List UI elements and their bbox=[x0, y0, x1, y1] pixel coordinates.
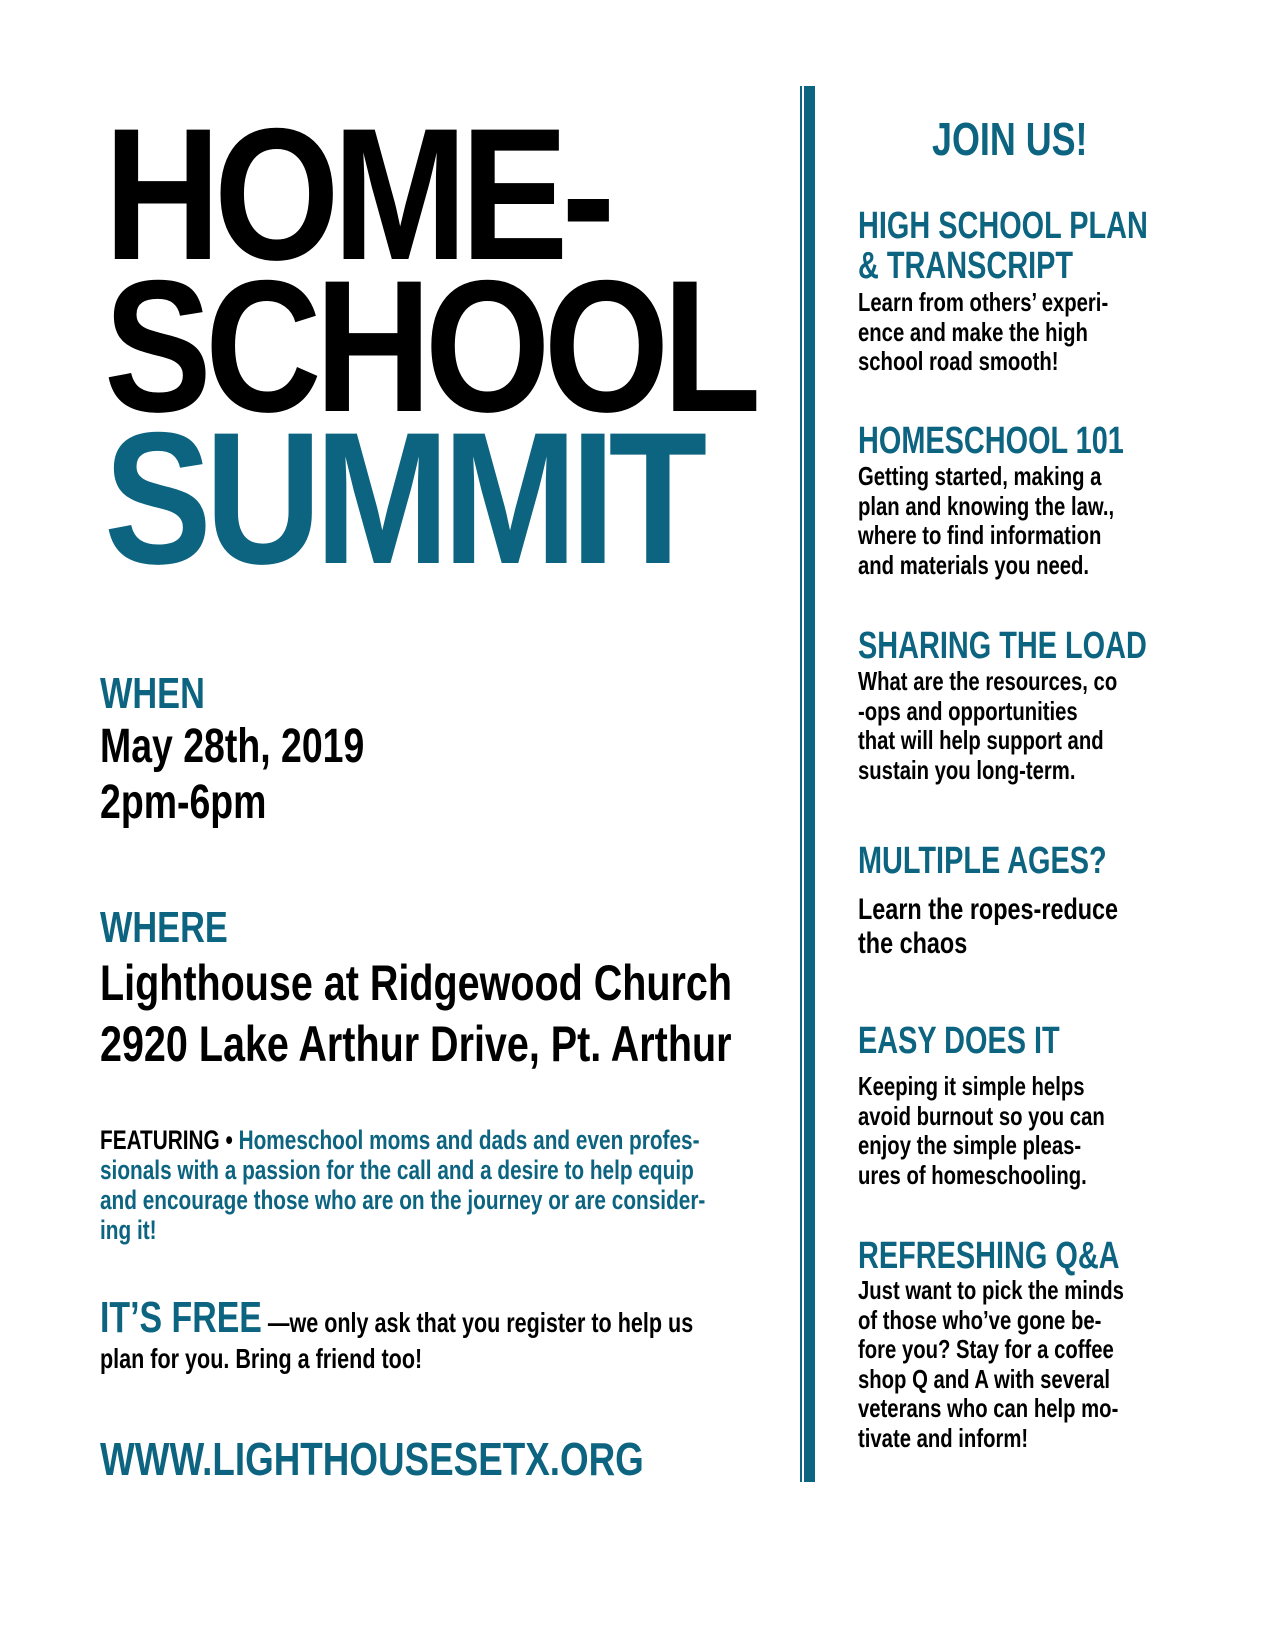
section-heading-homeschool-101 bbox=[858, 421, 1124, 461]
section-heading-line: HIGH SCHOOL PLAN bbox=[858, 205, 1148, 247]
section-body-easy-does-it bbox=[858, 1072, 1105, 1190]
section-heading-refreshing-qa bbox=[858, 1236, 1120, 1276]
website-link[interactable]: WWW.LIGHTHOUSESETX.ORG bbox=[100, 1433, 644, 1485]
featuring-label: FEATURING • bbox=[100, 1125, 239, 1155]
section-body-line: Getting started, making a bbox=[858, 461, 1102, 491]
where-label: WHERE bbox=[100, 903, 228, 952]
column-divider bbox=[804, 86, 815, 1482]
event-date: May 28th, 2019 bbox=[100, 720, 365, 773]
event-time: 2pm-6pm bbox=[100, 776, 267, 829]
column-divider-thin bbox=[800, 86, 802, 1482]
section-body-sharing-the-load bbox=[858, 667, 1117, 785]
title-line-school: SCHOOL bbox=[104, 241, 755, 451]
venue-address: 2920 Lake Arthur Drive, Pt. Arthur bbox=[100, 1016, 732, 1072]
featuring-line: ing it! bbox=[100, 1215, 157, 1245]
section-body-line: the chaos bbox=[858, 927, 968, 960]
join-us-heading: JOIN US! bbox=[932, 113, 1088, 165]
section-body-line: shop Q and A with several bbox=[858, 1363, 1111, 1394]
section-heading-high-school bbox=[858, 206, 1148, 286]
section-heading-line: & TRANSCRIPT bbox=[858, 245, 1073, 287]
section-body-line: What are the resources, co bbox=[858, 666, 1118, 696]
title-line-summit: SUMMIT bbox=[104, 393, 701, 603]
section-body-line: school road smooth! bbox=[858, 346, 1059, 376]
section-body-line: Learn the ropes-reduce bbox=[858, 893, 1119, 926]
section-heading-line: MULTIPLE AGES? bbox=[858, 840, 1107, 882]
section-body-line: fore you? Stay for a coffee bbox=[858, 1334, 1114, 1364]
section-heading-line: SHARING THE LOAD bbox=[858, 625, 1147, 667]
section-body-line: and materials you need. bbox=[858, 549, 1090, 580]
free-heading: IT’S FREE bbox=[100, 1293, 262, 1342]
free-notice bbox=[100, 1293, 694, 1377]
section-body-line: ence and make the high bbox=[858, 316, 1088, 347]
venue-name: Lighthouse at Ridgewood Church bbox=[100, 955, 732, 1011]
section-heading-line: EASY DOES IT bbox=[858, 1020, 1060, 1062]
free-line-1: —we only ask that you register to help us bbox=[261, 1307, 694, 1338]
section-body-high-school bbox=[858, 288, 1108, 377]
title-line-home: HOME- bbox=[104, 89, 609, 299]
when-label: WHEN bbox=[100, 669, 205, 718]
section-heading-line: HOMESCHOOL 101 bbox=[858, 420, 1124, 462]
section-body-line: ures of homeschooling. bbox=[858, 1159, 1087, 1190]
featuring-paragraph bbox=[100, 1125, 793, 1245]
section-heading-easy-does-it bbox=[858, 1021, 1060, 1061]
section-body-homeschool-101 bbox=[858, 462, 1114, 580]
section-body-line: that will help support and bbox=[858, 725, 1104, 755]
free-line-2: plan for you. Bring a friend too! bbox=[100, 1343, 423, 1374]
featuring-line: and encourage those who are on the journey or are consider- bbox=[100, 1185, 706, 1215]
section-body-line: tivate and inform! bbox=[858, 1422, 1029, 1453]
section-heading-line: REFRESHING Q&A bbox=[858, 1235, 1120, 1277]
section-body-line: enjoy the simple pleas- bbox=[858, 1130, 1082, 1160]
section-body-line: Keeping it simple helps bbox=[858, 1071, 1085, 1101]
section-body-line: of those who’ve gone be- bbox=[858, 1304, 1102, 1335]
section-body-line: avoid burnout so you can bbox=[858, 1100, 1105, 1131]
section-body-refreshing-qa bbox=[858, 1276, 1124, 1453]
section-body-line: sustain you long-term. bbox=[858, 754, 1076, 785]
section-body-multiple-ages bbox=[858, 893, 1118, 961]
section-body-line: Just want to pick the minds bbox=[858, 1275, 1124, 1305]
featuring-line: sionals with a passion for the call and a desire to help equip bbox=[100, 1155, 694, 1185]
section-body-line: Learn from others’ experi- bbox=[858, 287, 1109, 317]
section-body-line: veterans who can help mo- bbox=[858, 1393, 1119, 1423]
section-heading-sharing-the-load bbox=[858, 626, 1147, 666]
section-body-line: where to find information bbox=[858, 520, 1102, 550]
section-body-line: plan and knowing the law., bbox=[858, 490, 1115, 521]
section-body-line: -ops and opportunities bbox=[858, 695, 1078, 726]
featuring-line: Homeschool moms and dads and even profes- bbox=[238, 1125, 700, 1155]
section-heading-multiple-ages bbox=[858, 841, 1107, 881]
